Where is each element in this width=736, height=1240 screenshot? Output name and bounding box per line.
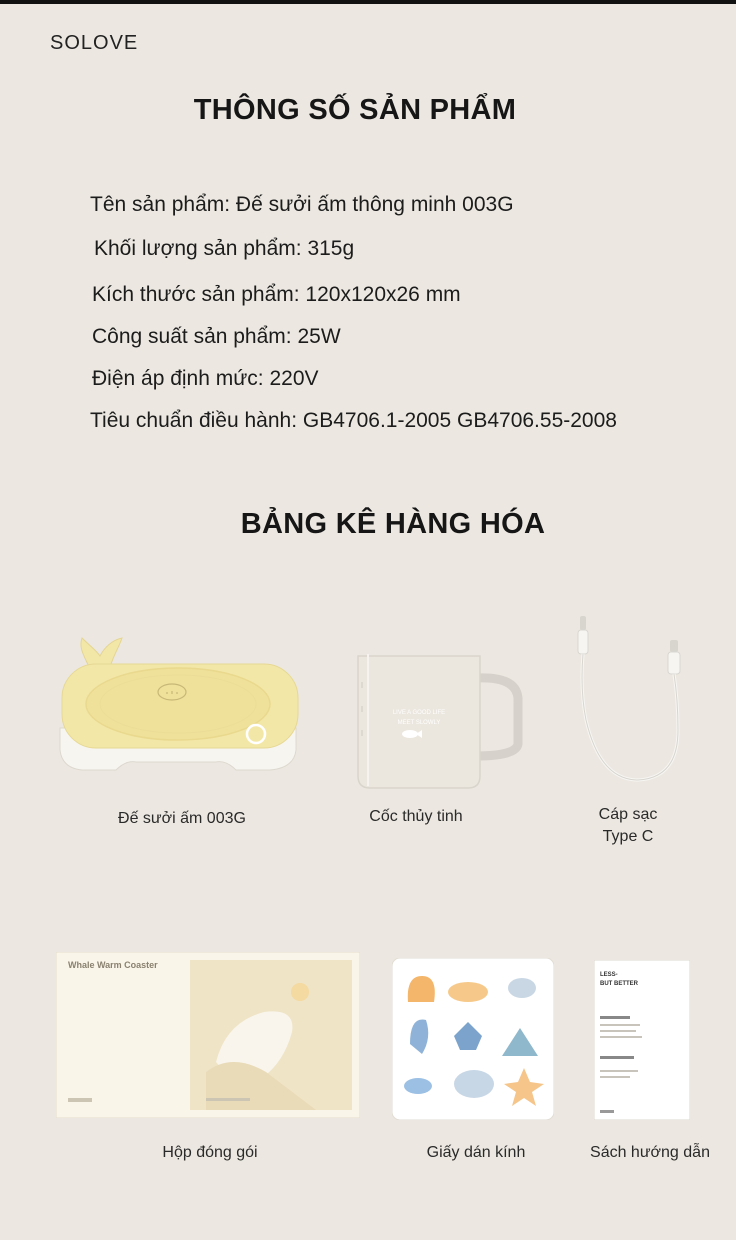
brand-logo: SOLOVE <box>50 32 139 54</box>
manual-text-1: LESS- <box>600 972 618 978</box>
spec-voltage: Điện áp định mức: 220V <box>92 367 319 390</box>
spec-product-name: Tên sản phẩm: Đế sưởi ấm thông minh 003G <box>90 193 514 216</box>
caption-cable-line2: Type C <box>602 828 654 845</box>
manual-image <box>594 960 690 1120</box>
manual-text-2: BUT BETTER <box>600 981 638 987</box>
spec-title: THÔNG SỐ SẢN PHẨM <box>193 94 517 126</box>
box-image <box>56 952 360 1118</box>
caption-stickers: Giấy dán kính <box>426 1144 526 1161</box>
coaster-image <box>56 610 306 790</box>
mug-text-2: MEET SLOWLY <box>397 720 441 726</box>
spec-standard: Tiêu chuẩn điều hành: GB4706.1-2005 GB4706.55-2008 <box>90 409 617 432</box>
sticker-sheet-illustration <box>392 958 554 1120</box>
box-text: Whale Warm Coaster <box>68 960 158 970</box>
top-bar <box>0 0 736 4</box>
spec-power: Công suất sản phẩm: 25W <box>92 325 341 348</box>
whale-coaster-illustration <box>56 610 306 790</box>
mug-text-1: LIVE A GOOD LIFE <box>392 710 446 716</box>
packaging-box-illustration <box>56 952 360 1118</box>
caption-cable-line1: Cáp sạc <box>598 806 658 823</box>
caption-cable <box>568 804 688 848</box>
glass-mug-illustration <box>352 648 524 794</box>
caption-box: Hộp đóng gói <box>162 1144 258 1161</box>
manual-booklet-illustration <box>594 960 690 1120</box>
type-c-cable-illustration <box>566 610 696 800</box>
spec-weight: Khối lượng sản phẩm: 315g <box>94 237 355 260</box>
caption-mug: Cốc thủy tinh <box>369 808 463 825</box>
stickers-image <box>392 958 554 1120</box>
pack-title: BẢNG KÊ HÀNG HÓA <box>240 508 546 540</box>
spec-dimensions: Kích thước sản phẩm: 120x120x26 mm <box>92 283 461 306</box>
mug-image <box>352 648 524 794</box>
cable-image <box>566 610 696 800</box>
caption-coaster: Đế sưởi ấm 003G <box>118 810 246 827</box>
caption-manual: Sách hướng dẫn <box>590 1144 710 1161</box>
